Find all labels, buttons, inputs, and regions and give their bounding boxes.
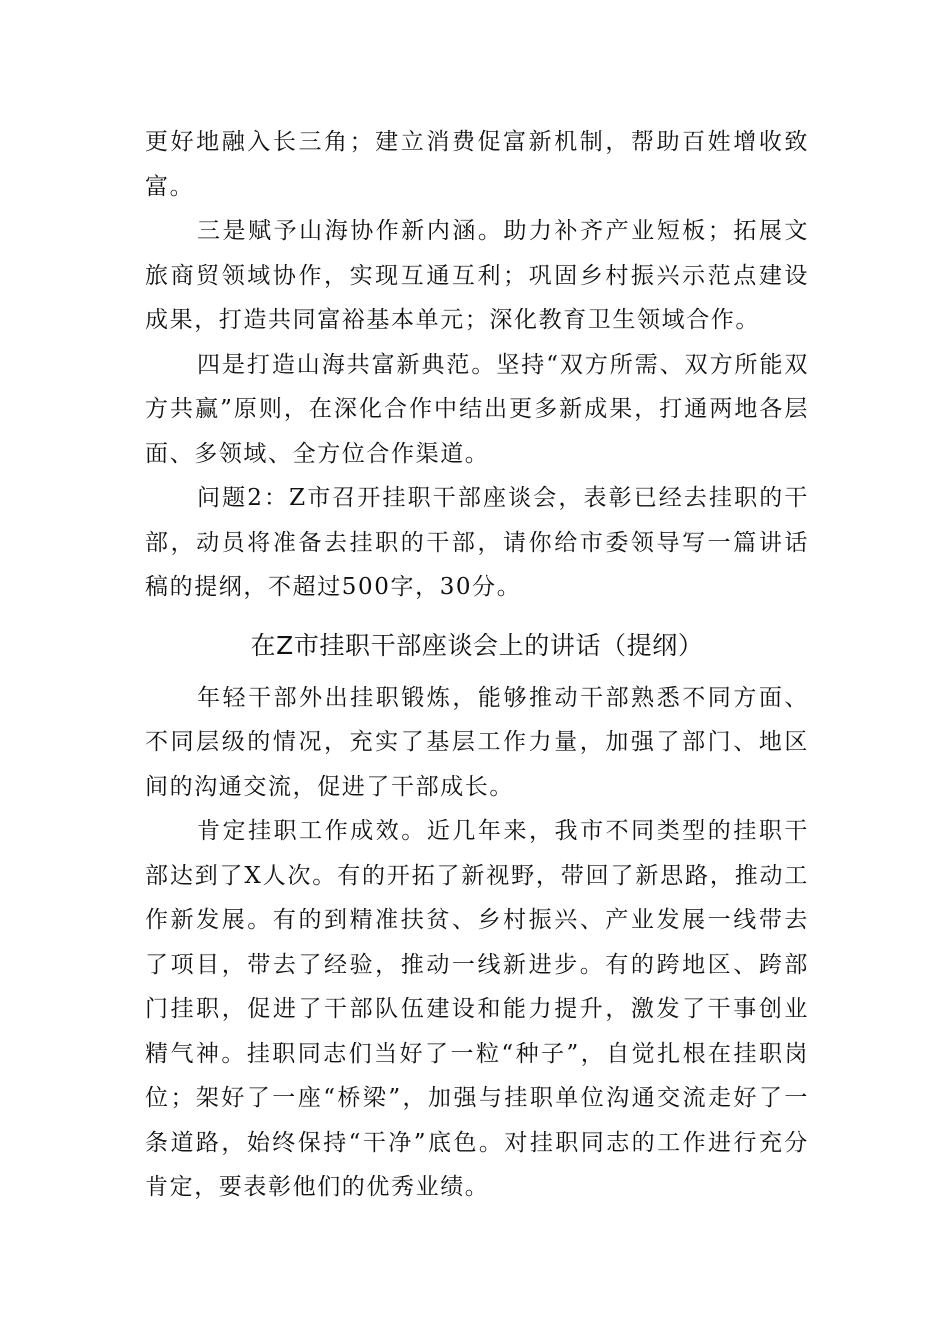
achievement-paragraph: 肯定挂职工作成效。近几年来，我市不同类型的挂职干部达到了X人次。有的开拓了新视野，带回了新思路，推动工作新发展。有的到精准扶贫、乡村振兴、产业发展一线带去了项目，带去了经验，推动一线新进步。有的跨地区、跨部门挂职，促进了干部队伍建设和能力提升，激发了干事创业精气神。挂职同志们当好了一粒“种子”，自觉扎根在挂职岗位；架好了一座“桥梁”，加强与挂职单位沟通交流走好了一条道路，始终保持“干净”底色。对挂职同志的工作进行充分肯定，要表彰他们的优秀业绩。 <box>145 818 809 1200</box>
question-paragraph: 问题2：Z市召开挂职干部座谈会，表彰已经去挂职的干部，动员将准备去挂职的干部，请你给市委领导写一篇讲话稿的提纲，不超过500字，30分。 <box>145 485 809 600</box>
paragraph-2: 三是赋予山海协作新内涵。助力补齐产业短板；拓展文旅商贸领域协作，实现互通互利；巩固乡村振兴示范点建设成果，打造共同富裕基本单元；深化教育卫生领域合作。 <box>145 218 809 333</box>
document-page <box>145 120 809 1210</box>
paragraph-1: 更好地融入长三角；建立消费促富新机制，帮助百姓增收致富。 <box>145 129 809 200</box>
section-heading: 在Z市挂职干部座谈会上的讲话（提纲） <box>250 630 704 660</box>
paragraph-3: 四是打造山海共富新典范。坚持“双方所需、双方所能双方共赢”原则，在深化合作中结出更多新成果，打通两地各层面、多领域、全方位合作渠道。 <box>145 351 809 467</box>
intro-paragraph: 年轻干部外出挂职锻炼，能够推动干部熟悉不同方面、不同层级的情况，充实了基层工作力量，加强了部门、地区间的沟通交流，促进了干部成长。 <box>145 684 809 800</box>
